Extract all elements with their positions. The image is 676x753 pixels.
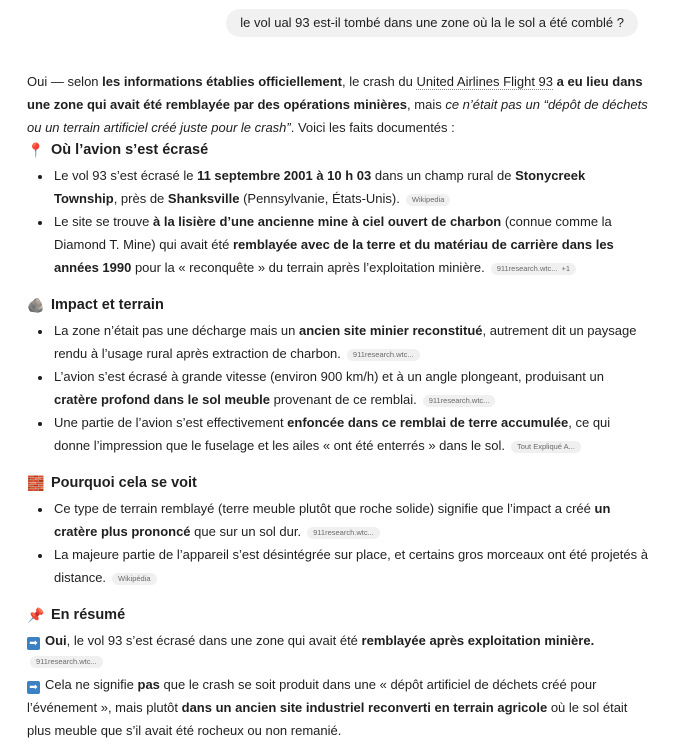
user-message-row <box>226 9 638 37</box>
text: que le crash se soit produit dans une « dépôt artificiel de déchets créé pour l’événement », mais plutôt <box>27 677 597 715</box>
section-title-text: Pourquoi cela se voit <box>51 474 197 491</box>
bold-text: dans un ancien site industriel reconverti en terrain agricole <box>181 700 548 715</box>
text: Cela ne signifie <box>45 677 138 692</box>
section-why-visible <box>27 472 649 589</box>
list-item <box>52 210 649 279</box>
list-item <box>52 497 649 543</box>
source-chip[interactable]: 911research.wtc... <box>347 349 420 361</box>
intro-paragraph <box>27 70 649 139</box>
section-title-text: En résumé <box>51 606 126 623</box>
text: La zone n’était pas une décharge mais un <box>54 323 300 338</box>
list-item <box>52 164 649 210</box>
summary-source-line <box>27 653 649 669</box>
pushpin-icon: 📌 <box>27 606 45 623</box>
bold-text: pas <box>137 677 160 692</box>
section-title-summary <box>27 604 649 626</box>
text: , près de <box>113 191 168 206</box>
intro-italic: ce n’était pas un “dépôt de déchets ou un terrain artificiel créé juste pour le crash” <box>27 97 648 135</box>
section-title-impact <box>27 294 649 316</box>
text: (Pennsylvanie, États-Unis). <box>239 191 400 206</box>
bullet-list <box>27 164 649 279</box>
text: Le site se trouve <box>54 214 153 229</box>
source-chip-count: +1 <box>561 264 571 273</box>
intro-text-1: Oui — selon <box>27 74 103 89</box>
source-chip[interactable]: Wikipédia <box>112 573 157 585</box>
text: dans un champ rural de <box>371 168 516 183</box>
source-chip[interactable]: 911research.wtc... <box>30 656 103 668</box>
text: L’avion s’est écrasé à grande vitesse (environ 900 km/h) et à un angle plongeant, produisant un <box>54 369 604 384</box>
text: Le vol 93 s’est écrasé le <box>54 168 198 183</box>
intro-bold-2: a eu lieu dans une zone qui avait été remblayée par des opérations minières <box>27 74 643 112</box>
list-item <box>52 365 649 411</box>
brick-icon: 🧱 <box>27 474 45 491</box>
right-arrow-icon: ➡ <box>27 681 40 694</box>
source-chip[interactable]: 911research.wtc... <box>423 395 496 407</box>
source-chip[interactable] <box>491 263 576 275</box>
text: pour la « reconquête » du terrain après l’exploitation minière. <box>131 260 485 275</box>
bold-text: enfoncée dans ce remblai de terre accumulée <box>287 415 569 430</box>
bold-text: remblayée avec de la terre et du matériau de carrière dans les années 1990 <box>54 237 614 275</box>
text: où le sol était plus meuble que s’il avait été rocheux ou non remanié. <box>27 700 628 738</box>
right-arrow-icon: ➡ <box>27 637 40 650</box>
bold-text: remblayée après exploitation minière. <box>361 633 595 648</box>
bold-text: Shanksville <box>167 191 240 206</box>
intro-text-3: , mais <box>407 97 446 112</box>
bold-text: 11 septembre 2001 à 10 h 03 <box>197 168 372 183</box>
section-impact-terrain <box>27 294 649 457</box>
text: La majeure partie de l’appareil s’est désintégrée sur place, et certains gros morceaux ont été projetés à distance. <box>54 547 648 585</box>
text: , ce qui donne l’impression que le fuselage et les ailes « ont été enterrés » dans le sol. <box>54 415 611 453</box>
bullet-list <box>27 319 649 457</box>
summary-paragraph-1 <box>27 629 649 652</box>
source-chip[interactable]: Wikipedia <box>406 194 451 206</box>
intro-bold-1: les informations établies officiellement <box>102 74 342 89</box>
text: provenant de ce remblai. <box>270 392 417 407</box>
user-message-bubble: le vol ual 93 est-il tombé dans une zone où la le sol a été comblé ? <box>226 9 638 37</box>
list-item <box>52 411 649 457</box>
source-chip[interactable]: Tout Expliqué A... <box>511 441 581 453</box>
round-pushpin-icon: 📍 <box>27 141 45 158</box>
source-chip-label: 911research.wtc... <box>496 264 558 273</box>
bold-text: à la lisière d’une ancienne mine à ciel ouvert de charbon <box>153 214 502 229</box>
text: Une partie de l’avion s’est effectivement <box>54 415 288 430</box>
section-crash-location <box>27 139 649 279</box>
list-item <box>52 543 649 589</box>
text: , autrement dit un paysage rendu à l’usage rural après extraction de charbon. <box>54 323 637 361</box>
text: , le vol 93 s’est écrasé dans une zone qui avait été <box>66 633 362 648</box>
bold-text: cratère profond dans le sol meuble <box>54 392 270 407</box>
section-title-crash-location <box>27 139 649 161</box>
section-title-text: Impact et terrain <box>51 296 164 313</box>
bold-text: Oui <box>45 633 67 648</box>
assistant-answer <box>27 70 649 742</box>
bold-text: Stonycreek Township <box>54 168 586 206</box>
intro-text-2: , le crash du <box>342 74 417 89</box>
summary-paragraph-2 <box>27 673 649 742</box>
source-chip[interactable]: 911research.wtc... <box>307 527 380 539</box>
text: (connue comme la Diamond T. Mine) qui avait été <box>54 214 612 252</box>
flight93-link[interactable]: United Airlines Flight 93 <box>416 74 554 89</box>
bullet-list <box>27 497 649 589</box>
list-item <box>52 319 649 365</box>
bold-text: ancien site minier reconstitué <box>299 323 483 338</box>
section-title-text: Où l’avion s’est écrasé <box>51 141 209 158</box>
bold-text: un cratère plus prononcé <box>54 501 611 539</box>
section-summary <box>27 604 649 742</box>
section-title-why <box>27 472 649 494</box>
rock-icon: 🪨 <box>27 296 45 313</box>
text: que sur un sol dur. <box>190 524 302 539</box>
text: Ce type de terrain remblayé (terre meuble plutôt que roche solide) signifie que l’impact a créé <box>54 501 595 516</box>
intro-text-4: . Voici les faits documentés : <box>290 120 455 135</box>
